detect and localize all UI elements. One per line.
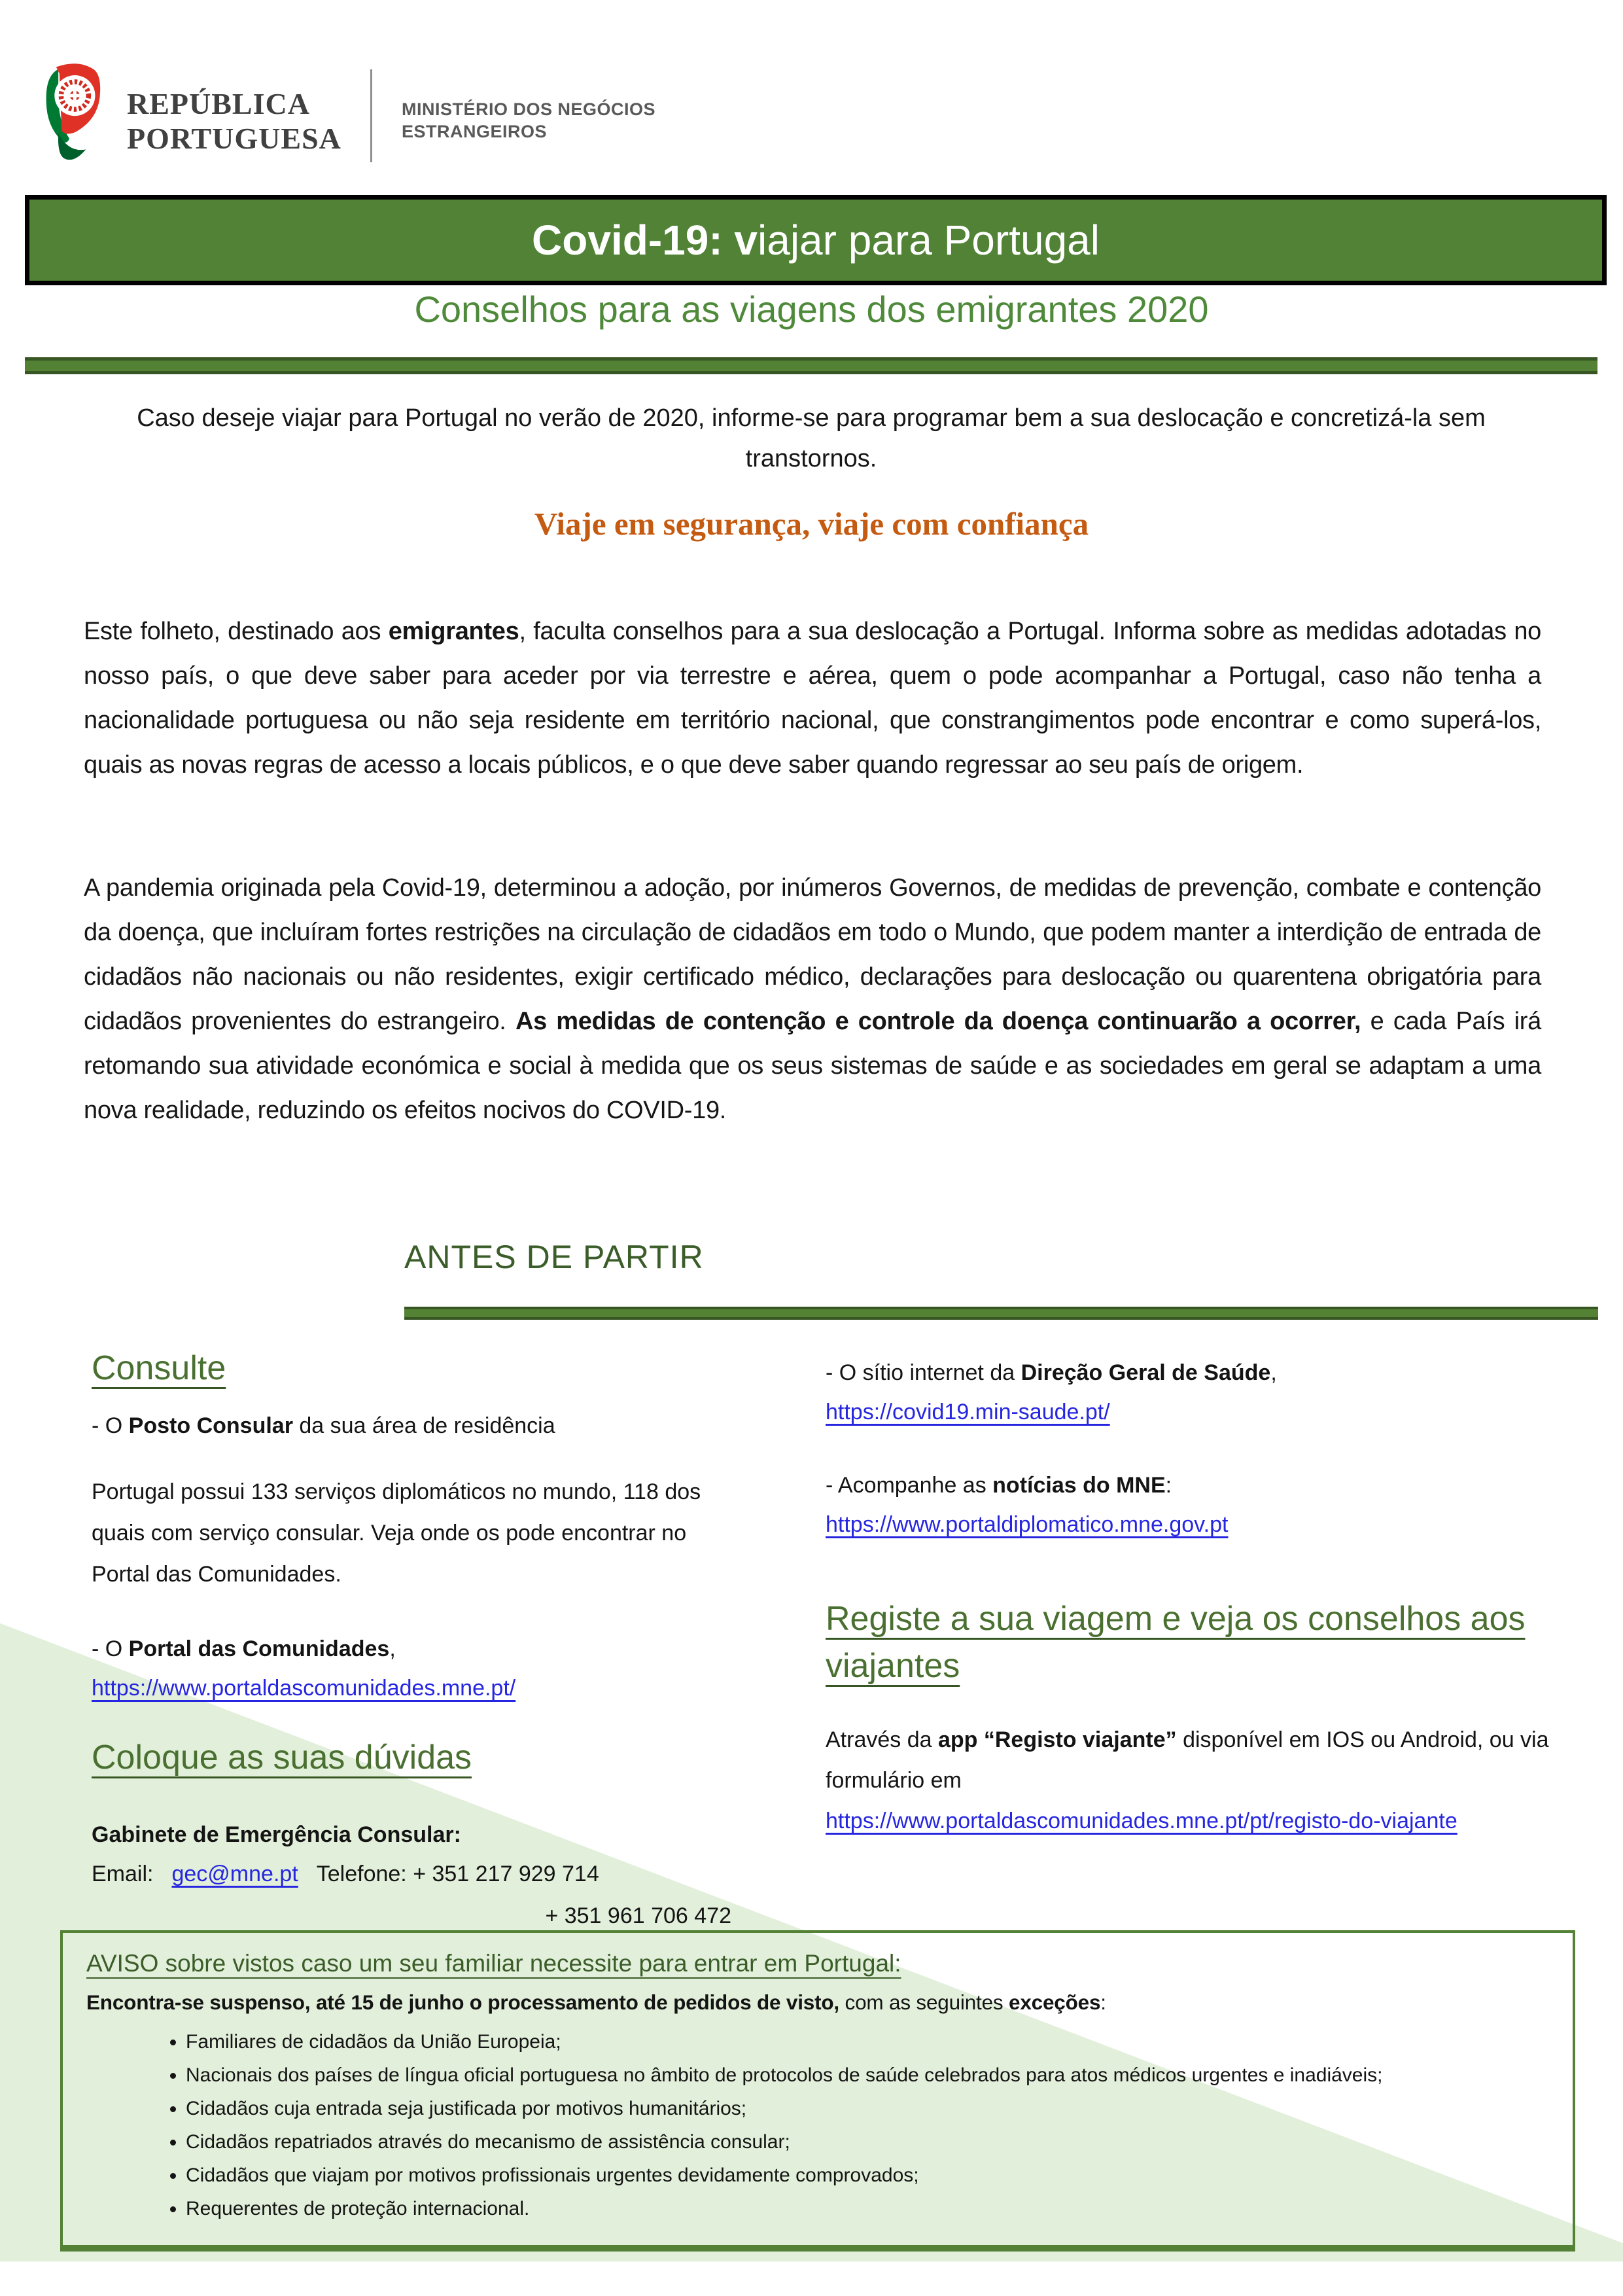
paragraph-folheto: Este folheto, destinado aos emigrantes, faculta conselhos para a sua deslocação a Portugal. Informa sobre as medidas adotadas no nosso país, o que deve saber para aceder por via terrestre e aérea, quem o pode acompanhar a Portugal, caso não tenha a nacionalidade portuguesa ou não seja residente em território nacional, que constrangimentos pode encontrar e como superá-los, quais as novas regras de acesso a locais públicos, e o que deve saber quando regressar ao seu país de origem. [84,618,1542,779]
divider-bar-top [25,357,1597,374]
portal-diplomatico-link[interactable]: https://www.portaldiplomatico.mne.gov.pt [826,1512,1229,1537]
visa-exception-item: • Cidadãos cuja entrada seja justificada por motivos humanitários; [186,2097,1546,2121]
divider-bar-section [404,1307,1598,1320]
consulte-paragraph: Portugal possui 133 serviços diplomáticos no mundo, 118 dos quais com serviço consular. Veja onde os pode encontrar no Portal das Comunidades. [92,1479,701,1587]
visa-exception-item: • Familiares de cidadãos da União Europeia; [186,2030,1546,2054]
visa-exception-item: • Cidadãos repatriados através do mecanismo de assistência consular; [186,2130,1546,2154]
banner-title-bold: Covid-19: v [532,217,758,264]
visa-exception-item: • Nacionais dos países de língua oficial portuguesa no âmbito de protocolos de saúde celebrados para atos médicos urgentes e inadiáveis; [186,2064,1546,2087]
phone-label: Telefone: + 351 217 929 714 [316,1862,599,1886]
registo-viajante-link[interactable]: https://www.portaldascomunidades.mne.pt/pt/registo-do-viajante [826,1809,1457,1833]
covid19-saude-link[interactable]: https://covid19.min-saude.pt/ [826,1400,1110,1424]
gabinete-label: Gabinete de Emergência Consular: [92,1822,461,1847]
portal-comunidades-link[interactable]: https://www.portaldascomunidades.mne.pt/ [92,1676,516,1701]
visa-exception-item: • Cidadãos que viajam por motivos profissionais urgentes devidamente comprovados; [186,2164,1546,2187]
visa-notice-title: AVISO sobre vistos caso um seu familiar necessite para entrar em Portugal: [86,1950,901,1977]
consulte-heading: Consulte [92,1349,226,1387]
visa-exceptions-list [86,2030,1546,2221]
section-title-antes-de-partir: ANTES DE PARTIR [404,1239,704,1275]
phone-secondary: + 351 961 706 472 [545,1903,731,1928]
visa-notice-intro: Encontra-se suspenso, até 15 de junho o processamento de pedidos de visto, com as seguintes exceções: [86,1990,1106,2014]
registe-heading: Registe a sua viagem e veja os conselhos aos viajantes [826,1600,1526,1685]
ministry-line2: ESTRANGEIROS [402,122,548,141]
registe-paragraph: Através da app “Registo viajante” disponível em IOS ou Android, ou via formulário em [826,1727,1549,1793]
republic-line2: PORTUGUESA [127,122,341,155]
safety-slogan: Viaje em segurança, viaje com confiança [534,506,1089,542]
consulte-item: - O Posto Consular da sua área de residência [92,1413,555,1438]
dgs-item: - O sítio internet da Direção Geral de Saúde, [826,1360,1277,1385]
duvidas-heading: Coloque as suas dúvidas [92,1739,472,1776]
registo-link-row [826,1801,1588,1841]
republic-line1: REPÚBLICA [127,87,310,120]
email-label: Email: [92,1862,154,1886]
portal-item: - O Portal das Comunidades, [92,1636,396,1661]
banner-title-rest: iajar para Portugal [758,217,1100,264]
ministry-wordmark [402,98,655,143]
mne-link-row [826,1505,1588,1544]
page-subtitle: Conselhos para as viagens dos emigrantes 2020 [414,289,1209,330]
visa-exception-item: • Requerentes de proteção internacional. [186,2197,1546,2221]
right-column [826,1353,1588,1841]
mne-item: - Acompanhe as notícias do MNE: [826,1473,1172,1498]
contact-line [92,1854,731,1894]
header-vertical-divider [370,69,372,162]
ministry-line1: MINISTÉRIO DOS NEGÓCIOS [402,99,656,119]
lead-paragraph: Caso deseje viajar para Portugal no verão de 2020, informe-se para programar bem a sua deslocação e concretizá-la sem transtornos. [137,404,1486,472]
title-banner [25,195,1607,285]
republic-wordmark [127,86,341,156]
left-column [92,1345,731,1935]
gec-email-link[interactable]: gec@mne.pt [171,1862,298,1886]
banner-title [532,216,1100,264]
visa-notice-box [60,1930,1575,2252]
dgs-link-row [826,1392,1588,1432]
portuguese-republic-logo-icon [39,62,106,171]
portal-link-row [92,1669,731,1708]
paragraph-pandemia: A pandemia originada pela Covid-19, determinou a adoção, por inúmeros Governos, de medidas de prevenção, combate e contenção da doença, que incluíram fortes restrições na circulação de cidadãos em todo o Mundo, que podem manter a interdição de entrada de cidadãos não nacionais ou não residentes, exigir certificado médico, declarações para deslocação ou quarentena obrigatória para cidadãos provenientes do estrangeiro. As medidas de contenção e controle da doença continuarão a ocorrer, e cada País irá retomando sua atividade económica e social à medida que os seus sistemas de saúde e as sociedades em geral se adaptam a uma nova realidade, reduzindo os efeitos nocivos do COVID-19. [84,874,1541,1124]
